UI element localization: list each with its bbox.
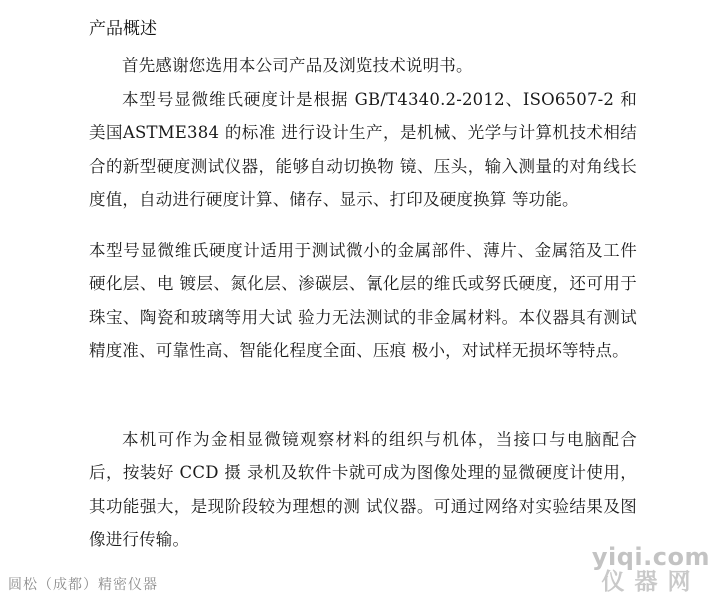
company-watermark: 圆松（成都）精密仪器 <box>8 577 158 593</box>
site-watermark <box>592 545 710 595</box>
site-watermark-url: yiqi.com <box>591 543 710 571</box>
section-heading: 产品概述 <box>89 19 157 39</box>
paragraph-intro: 首先感谢您选用本公司产品及浏览技术说明书。 <box>122 56 473 75</box>
paragraph-ccd-usage: 本机可作为金相显微镜观察材料的组织与机体，当接口与电脑配合后，按装好 CCD 摄 录机及软件卡就可成为图像处理的显微硬度计使用，其功能强大，是现阶段较为理想的测 试仪器。可通过网络对实验结果及图像进行传输。 <box>89 430 637 550</box>
paragraph-standards: 本型号显微维氏硬度计是根据 GB/T4340.2-2012、ISO6507-2 和美国ASTME384 的标准 进行设计生产，是机械、光学与计算机技术相结合的新型硬度测试仪器，能够自动切换物 镜、压头，输入测量的对角线长度值，自动进行硬度计算、储存、显示、打印及硬度换算 等功能。 <box>89 90 637 210</box>
site-watermark-brand: 仪器网 <box>601 569 701 595</box>
paragraph-applications: 本型号显微维氏硬度计适用于测试微小的金属部件、薄片、金属箔及工件硬化层、电 镀层、氮化层、渗碳层、氰化层的维氏或努氏硬度，还可用于珠宝、陶瓷和玻璃等用大试 验力无法测试的非金属材料。本仪器具有测试精度准、可靠性高、智能化程度全面、压痕 极小，对试样无损坏等特点。 <box>89 241 637 361</box>
